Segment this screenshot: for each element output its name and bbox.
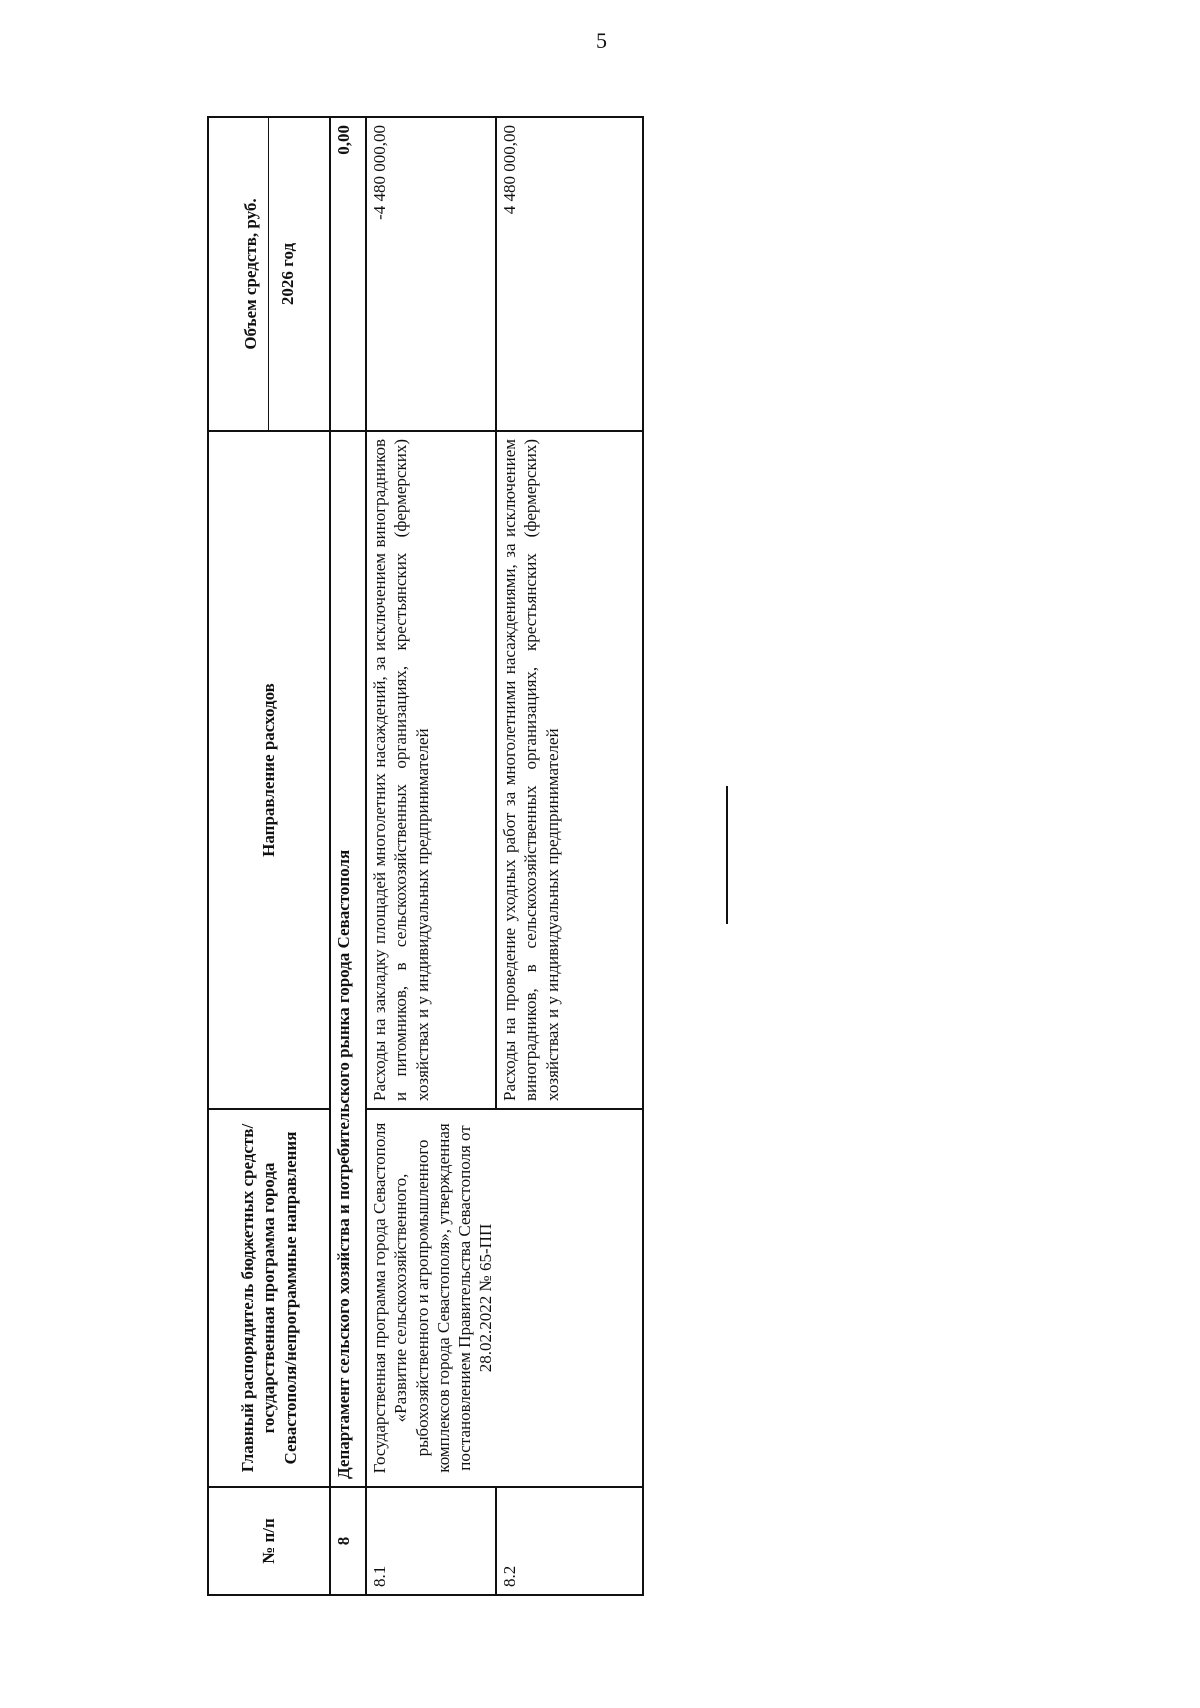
header-year: 2026 год — [277, 242, 297, 306]
page-number: 5 — [596, 28, 607, 53]
department-row — [330, 117, 366, 1595]
row-num: 8.2 — [496, 1487, 643, 1595]
row-num: 8.1 — [366, 1487, 496, 1595]
header-volume-label: Объем средств, руб. — [240, 118, 268, 430]
budget-table — [207, 116, 644, 1596]
row-direction: Расходы на закладку площадей многолетних насаждений, за исключением виноградников и питомников, в сельскохозяйственных организациях, крестьянских (фермерских) хозяйствах и у индивидуальных предпринимателей — [366, 431, 496, 1109]
header-manager: Главный распорядитель бюджетных средств/государственная программа города Севастополя/непрограммные направления — [208, 1109, 330, 1487]
department-amount: 0,00 — [330, 117, 366, 431]
department-name: Департамент сельского хозяйства и потребительского рынка города Севастополя — [330, 431, 366, 1487]
header-volume — [208, 117, 330, 431]
budget-table-rotated — [207, 118, 644, 1596]
row-amount: -4 480 000,00 — [366, 117, 496, 431]
header-num: № п/п — [208, 1487, 330, 1595]
row-direction: Расходы на проведение уходных работ за многолетними насаждениями, за исключением виноградников, в сельскохозяйственных организациях, крестьянских (фермерских) хозяйствах и у индивидуальных предпринимателей — [496, 431, 643, 1109]
header-direction: Направление расходов — [208, 431, 330, 1109]
table-header-row — [208, 117, 330, 1595]
department-num: 8 — [330, 1487, 366, 1595]
row-program: Государственная программа города Севастополя «Развитие сельскохозяйственного, рыбохозяйственного и агропромышленного комплексов города Севастополя», утвержденная постановлением Правительства Севастополя от 28.02.2022 № 65-ПП — [366, 1109, 643, 1487]
separator-line — [726, 786, 728, 924]
table-row — [366, 117, 496, 1595]
row-amount: 4 480 000,00 — [496, 117, 643, 431]
